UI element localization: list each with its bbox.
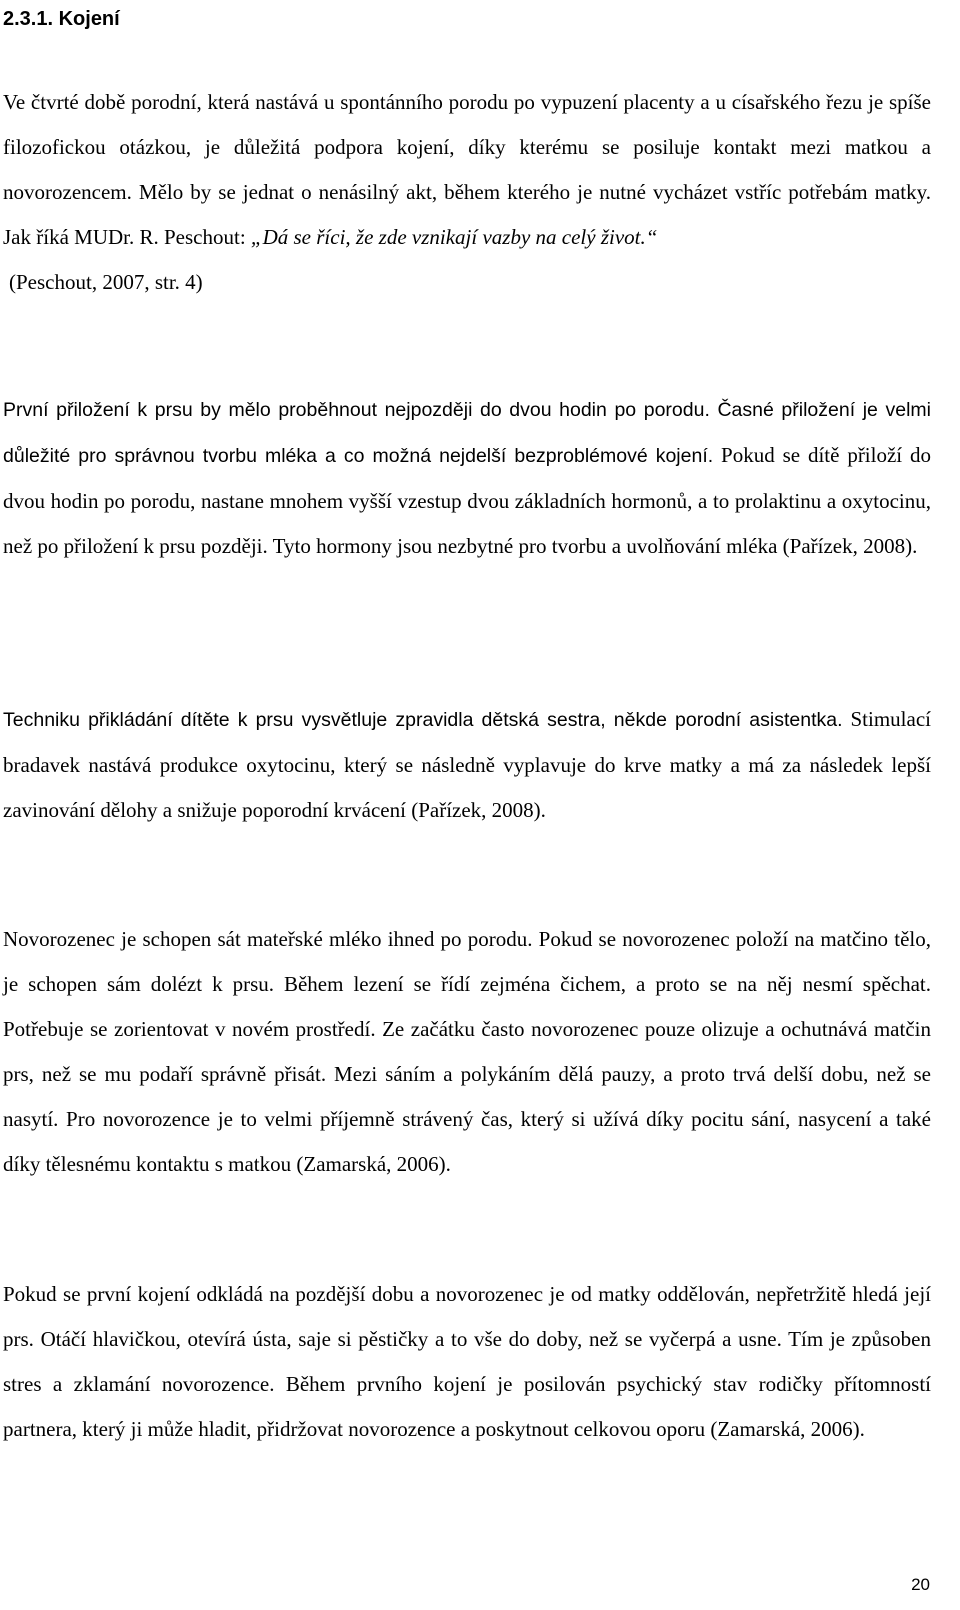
paragraph-2 — [3, 387, 931, 569]
paragraph-3-text-a: Techniku přikládání dítěte k prsu vysvětluje zpravidla dětská sestra, někde porodní asistentka. — [3, 709, 843, 731]
paragraph-1-quote: „Dá se říci, že zde vznikají vazby na celý život.“ — [250, 225, 658, 249]
page-number: 20 — [911, 1575, 930, 1594]
paragraph-1-citation: (Peschout, 2007, str. 4) — [9, 270, 203, 294]
paragraph-1 — [3, 80, 931, 305]
paragraph-1-text-b: Mělo by se jednat o nenásilný akt, během kterého je nutné vycházet vstříc potřebám matky. Jak říká MUDr. R. Peschout: — [3, 180, 931, 249]
paragraph-5 — [3, 1272, 931, 1452]
paragraph-4 — [3, 917, 931, 1187]
paragraph-5-text: Pokud se první kojení odkládá na pozdější dobu a novorozenec je od matky oddělován, nepřetržitě hledá její prs. Otáčí hlavičkou, otevírá ústa, saje si pěstičky a to vše do doby, než se vyčerpá a usne. Tím je způsoben stres a zklamání novorozence. Během prvního kojení je posilován psychický stav rodičky přítomností partnera, který ji může hladit, přidržovat novorozence a poskytnout celkovou oporu (Zamarská, 2006). — [3, 1282, 931, 1441]
paragraph-2-text-a: První přiložení k prsu by mělo proběhnout nejpozději do dvou hodin po porodu. Časné přiložení je velmi důležité pro správnou tvorbu mléka a co možná nejdelší bezproblémové kojení. — [3, 399, 931, 467]
paragraph-1-text-a: Ve čtvrté době porodní, která nastává u spontánního porodu po vypuzení placenty a u císařského řezu je spíše filozofickou otázkou, je důležitá podpora kojení, díky kterému se posiluje kontakt mezi matkou a novorozencem. — [3, 90, 931, 204]
paragraph-3 — [3, 697, 931, 833]
section-heading: 2.3.1. Kojení — [3, 8, 120, 30]
paragraph-4-text: Novorozenec je schopen sát mateřské mléko ihned po porodu. Pokud se novorozenec položí na matčino tělo, je schopen sám dolézt k prsu. Během lezení se řídí zejména čichem, a proto se na něj nesmí spěchat. Potřebuje se zorientovat v novém prostředí. Ze začátku často novorozenec pouze olizuje a ochutnává matčin prs, než se mu podaří správně přisát. Mezi sáním a polykáním dělá pauzy, a proto trvá delší dobu, než se nasytí. Pro novorozence je to velmi příjemně strávený čas, který si užívá díky pocitu sání, nasycení a také díky tělesnému kontaktu s matkou (Zamarská, 2006). — [3, 927, 931, 1176]
paragraph-2-text-b: Pokud se dítě přiloží do dvou hodin po porodu, nastane mnohem vyšší vzestup dvou základních hormonů, a to prolaktinu a oxytocinu, než po přiložení k prsu později. Tyto hormony jsou nezbytné pro tvorbu a uvolňování mléka (Pařízek, 2008). — [3, 443, 932, 558]
paragraph-3-text-b: Stimulací bradavek nastává produkce oxytocinu, který se následně vyplavuje do krve matky a má za následek lepší zavinování dělohy a snižuje poporodní krvácení (Pařízek, 2008). — [3, 707, 931, 822]
